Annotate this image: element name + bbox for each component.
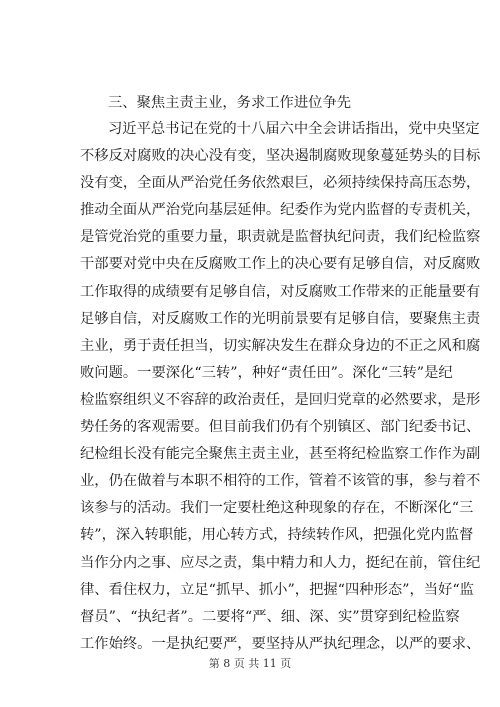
paragraph-line: 不移反对腐败的决心没有变，坚决遏制腐败现象蔓延势头的目标: [80, 148, 481, 165]
paragraph-line: 是管党治党的重要力量，职责就是监督执纪问责，我们纪检监察: [80, 229, 481, 246]
section-heading: 三、聚焦主责主业，务求工作进位争先: [108, 95, 352, 111]
paragraph-line: 习近平总书记在党的十八届六中全会讲话指出，党中央坚定: [108, 121, 480, 137]
page-footer: 第 8 页 共 11 页: [208, 657, 292, 670]
paragraph-line: 主业，勇于责任担当，切实解决发生在群众身边的不正之风和腐: [80, 337, 481, 354]
paragraph-line: 势任务的客观需要。但目前我们仍有个别镇区、部门纪委书记、: [80, 419, 481, 436]
paragraph-line: 当作分内之事、应尽之责，集中精力和人力，挺纪在前，管住纪: [80, 554, 481, 571]
document-body: [80, 94, 481, 658]
paragraph-line: 检监察组织义不容辞的政治责任，是回归党章的必然要求，是形: [80, 391, 481, 408]
paragraph-line: 足够自信，对反腐败工作的光明前景要有足够自信，要聚焦主责: [80, 310, 481, 327]
paragraph-line: 业，仍在做着与本职不相符的工作，管着不该管的事，参与着不: [80, 473, 481, 490]
paragraph-line: 该参与的活动。我们一定要杜绝这种现象的存在，不断深化“三: [80, 500, 474, 517]
paragraph-line: 纪检组长没有能完全聚焦主责主业，甚至将纪检监察工作作为副: [80, 446, 481, 463]
paragraph-line: 干部要对党中央在反腐败工作上的决心要有足够自信，对反腐败: [80, 256, 481, 273]
paragraph-line: 推动全面从严治党向基层延伸。纪委作为党内监督的专责机关，: [80, 202, 481, 219]
paragraph-line: 败问题。一要深化“三转”，种好“责任田”。深化“三转”是纪: [80, 364, 453, 381]
paragraph: [80, 116, 481, 658]
paragraph-line: 工作取得的成绩要有足够自信，对反腐败工作带来的正能量要有: [80, 283, 481, 300]
paragraph-line: 没有变，全面从严治党任务依然艰巨，必须持续保持高压态势，: [80, 175, 481, 192]
paragraph-line: 律、看住权力，立足“抓早、抓小”，把握“四种形态”，当好“监: [80, 581, 474, 598]
paragraph-line: 工作始终。一是执纪要严，要坚持从严执纪理念，以严的要求、: [80, 635, 481, 652]
paragraph-line: 督员”、“执纪者”。二要将“严、细、深、实”贯穿到纪检监察: [80, 608, 460, 625]
paragraph-line: 转”，深入转职能，用心转方式，持续转作风，把强化党内监督: [80, 527, 474, 544]
